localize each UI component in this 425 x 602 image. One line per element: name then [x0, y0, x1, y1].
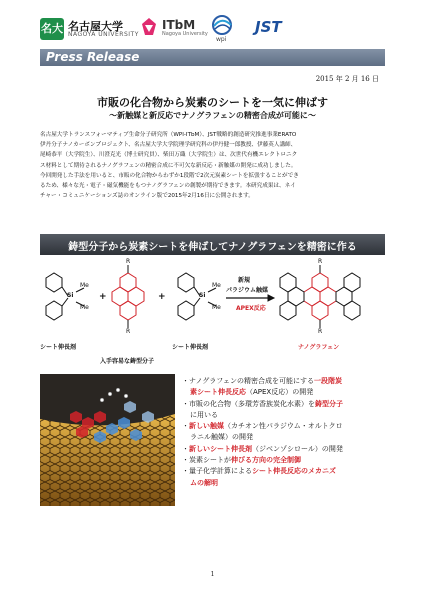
nagoya-name: 名古屋大学: [68, 20, 123, 33]
reagent-label-line1: 新規: [238, 277, 251, 284]
nagoya-sub: NAGOYA UNIVERSITY: [68, 31, 139, 38]
highlight-text: に用いる: [190, 410, 218, 419]
highlight-text: 炭素シートが: [189, 456, 231, 465]
r-label-template-top: R: [126, 258, 131, 265]
label-product: ナノグラフェン: [298, 344, 340, 351]
plus-sign-right: +: [158, 292, 166, 302]
bullet-marker: ・: [182, 456, 189, 465]
highlight-item: [182, 432, 392, 443]
highlight-emphasis: シート伸長反応のメカニズ: [252, 467, 336, 476]
highlight-emphasis: 鋳型分子: [315, 399, 343, 408]
itbm-text: ITbM: [162, 18, 196, 32]
r-label-product-top: R: [318, 258, 323, 265]
highlight-item: [182, 410, 392, 421]
highlight-emphasis: 伸びる方向の完全制御: [231, 456, 301, 465]
si-label-left: Si: [67, 292, 74, 299]
subheadline: 〜新触媒と新反応でナノグラフェンの精密合成が可能に〜: [109, 111, 316, 120]
body-line: 名古屋大学トランスフォーマティブ生命分子研究所（WPI-ITbM）、JST戦略的創造研究推進事業ERATO: [40, 132, 297, 138]
si-label-right: Si: [199, 292, 206, 299]
jst-text: JST: [255, 18, 282, 36]
nanographene-illustration: [40, 374, 175, 506]
reaction-name: APEX反応: [236, 305, 266, 312]
body-paragraph: [40, 130, 388, 201]
bullet-marker: ・: [182, 444, 189, 453]
label-extender-left: シート伸長剤: [40, 344, 77, 351]
highlight-text: 量子化学計算による: [189, 467, 252, 476]
highlight-item: [182, 399, 392, 410]
highlight-item: [182, 376, 392, 387]
itbm-sub: Nagoya University: [162, 31, 208, 37]
jst-logo: [255, 18, 291, 38]
bullet-marker: ・: [182, 399, 189, 408]
figure-banner: [40, 234, 385, 255]
page-number: 1: [210, 571, 215, 578]
reaction-scheme: [40, 258, 385, 370]
body-line: 今回開発した手法を用いると、市販の化合物からわずか1段階で2次元炭素シートを拡張することができ: [40, 172, 299, 179]
me-label-right-bottom: Me: [212, 304, 221, 311]
highlight-emphasis: 新しい触媒: [189, 422, 224, 431]
highlight-text: （APEX反応）の開発: [246, 388, 314, 397]
highlight-text: 市販の化合物（多環芳香族炭化水素）を: [189, 399, 315, 408]
r-label-template-bottom: R: [126, 328, 131, 335]
nagoya-mark-icon: 名大: [40, 18, 64, 40]
highlight-item: [182, 478, 392, 489]
wpi-text: wpi: [216, 36, 227, 43]
reagent-label-line2: パラジウム触媒: [226, 287, 268, 294]
highlight-item: [182, 387, 392, 398]
me-label-left-bottom: Me: [80, 304, 89, 311]
logo-row: [0, 0, 425, 50]
carbon-sheet-illustration: [40, 374, 175, 506]
bullet-marker: ・: [182, 377, 189, 385]
bullet-marker: ・: [182, 467, 189, 476]
highlight-emphasis: 素シート伸長反応: [190, 388, 246, 397]
highlights-list: [182, 376, 392, 489]
highlight-emphasis: 新しいシート伸長剤: [189, 444, 252, 453]
body-line: 伊丹分子ナノカーボンプロジェクト、名古屋大学大学院理学研究科の伊丹健一郎教授、伊藤英人講師、: [40, 142, 297, 149]
itbm-emblem-icon: [139, 15, 159, 39]
highlight-item: [182, 466, 392, 477]
release-date: 2015 年 2 月 16 日: [315, 75, 379, 83]
body-line: 尾崎恭平（大学院生）、川澄克光（博士研究員）、柴田万織（大学院生）は、次世代有機エレクトロニク: [40, 152, 298, 159]
highlight-emphasis: ムの解明: [190, 478, 218, 487]
body-line: ス材料として期待されるナノグラフェンの精密合成に不可欠な新反応・新触媒の開発に成功しました。: [40, 162, 297, 169]
press-release-title: Press Release: [46, 50, 140, 64]
bullet-marker: ・: [182, 422, 189, 431]
wpi-logo: [204, 14, 242, 44]
me-label-right-top: Me: [212, 282, 221, 289]
highlight-text: ナノグラフェンの精密合成を可能にする: [189, 377, 314, 385]
highlight-item: [182, 421, 392, 432]
reaction-scheme-drawing: [40, 258, 385, 370]
body-line: るため、様々な光・電子・磁気機能をもつナノグラフェンの創製が期待できます。本研究成果は、ネイ: [40, 183, 296, 190]
highlight-text: ラニル触媒）の開発: [190, 433, 253, 442]
press-release-banner: [40, 49, 385, 66]
label-extender-right: シート伸長剤: [172, 344, 209, 351]
label-template: 入手容易な鋳型分子: [100, 358, 155, 365]
highlight-text: （ジベンゾシロール）の開発: [252, 444, 343, 453]
itbm-logo: [139, 15, 208, 41]
body-line: チャー・コミュニケーションズ誌のオンライン版で2015年2月16日に公開されます。: [40, 193, 254, 200]
highlight-text: （カチオン性パラジウム・オルトクロ: [224, 422, 343, 431]
wpi-emblem-icon: [204, 14, 240, 36]
plus-sign-left: +: [99, 292, 107, 302]
me-label-left-top: Me: [80, 282, 89, 289]
headline: 市販の化合物から炭素のシートを一気に伸ばす: [97, 96, 328, 109]
figure-title: 鋳型分子から炭素シートを伸ばしてナノグラフェンを精密に作る: [68, 242, 357, 253]
highlight-item: [182, 455, 392, 466]
highlight-item: [182, 444, 392, 455]
r-label-product-bottom: R: [318, 328, 323, 335]
highlight-emphasis: 一段階炭: [313, 377, 342, 385]
